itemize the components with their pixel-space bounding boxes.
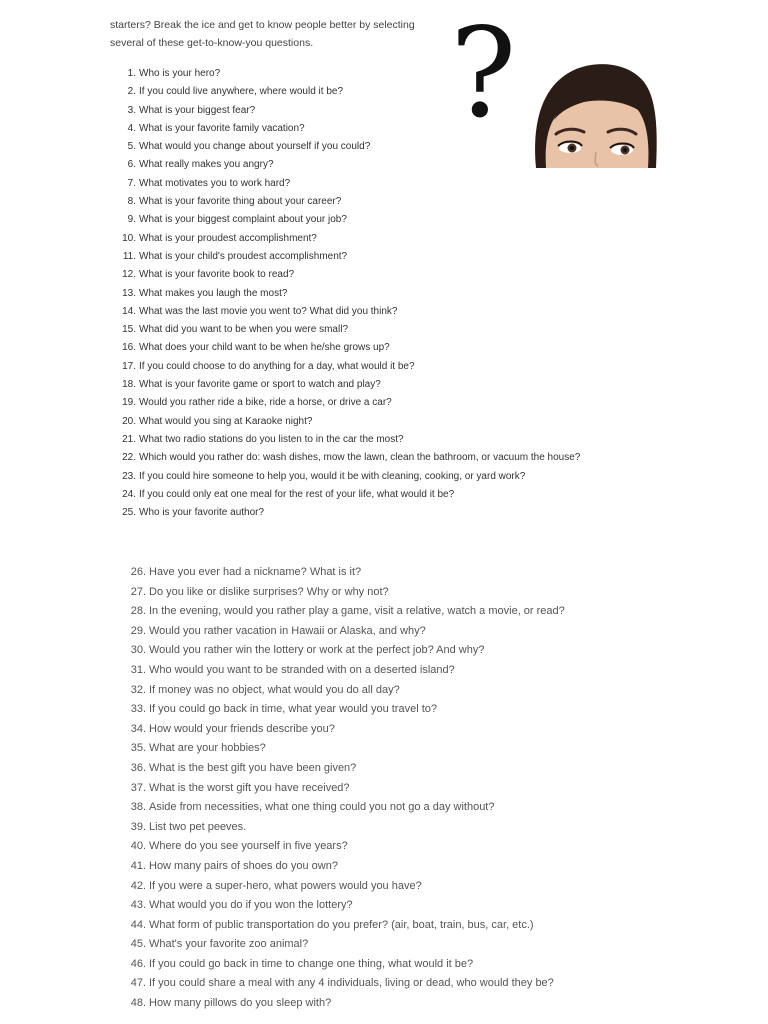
question-item <box>120 622 565 642</box>
question-item <box>120 661 565 681</box>
question-text: If you could choose to do anything for a day, what would it be? <box>139 360 415 372</box>
question-number: 19. <box>122 397 136 409</box>
question-number: 10. <box>122 232 136 244</box>
intro-paragraph <box>110 16 440 52</box>
question-item <box>120 759 565 779</box>
question-number: 29. <box>130 624 146 637</box>
question-text: Who is your hero? <box>139 68 221 79</box>
question-number: 45. <box>130 938 146 951</box>
question-item <box>120 583 565 603</box>
question-item <box>110 394 580 412</box>
question-number: 11. <box>122 250 136 262</box>
question-item <box>110 504 580 522</box>
question-text: What does your child want to be when he/she grows up? <box>139 342 390 354</box>
question-text: Who would you want to be stranded with on a deserted island? <box>149 663 455 676</box>
question-text: How many pillows do you sleep with? <box>149 997 332 1010</box>
question-text: What would you change about yourself if you could? <box>139 141 371 153</box>
question-text: What is your favorite book to read? <box>139 269 295 281</box>
question-number: 33. <box>130 703 146 716</box>
question-text: If you could go back in time to change one thing, what would it be? <box>149 957 474 970</box>
question-number: 5. <box>127 141 136 153</box>
question-number: 12. <box>122 269 136 281</box>
question-text: List two pet peeves. <box>149 820 247 833</box>
question-text: What really makes you angry? <box>139 159 274 171</box>
question-text: What are your hobbies? <box>149 742 266 755</box>
question-number: 25. <box>122 507 136 519</box>
question-text: If you were a super-hero, what powers would you have? <box>149 879 422 892</box>
question-item <box>120 837 565 857</box>
question-number: 48. <box>130 997 146 1010</box>
question-number: 44. <box>130 918 146 931</box>
question-item <box>110 339 580 357</box>
question-number: 8. <box>127 196 136 208</box>
question-number: 20. <box>122 415 136 427</box>
question-number: 36. <box>130 761 146 774</box>
question-text: Aside from necessities, what one thing could you not go a day without? <box>149 801 495 814</box>
question-text: If you could hire someone to help you, would it be with cleaning, cooking, or yard work? <box>139 470 526 482</box>
question-text: Would you rather vacation in Hawaii or Alaska, and why? <box>149 624 426 637</box>
questions-list-part1 <box>110 65 580 522</box>
question-item <box>110 266 580 284</box>
question-number: 38. <box>130 801 146 814</box>
question-number: 6. <box>127 159 136 171</box>
question-item <box>110 431 580 449</box>
question-number: 21. <box>122 433 136 445</box>
question-text: What form of public transportation do you prefer? (air, boat, train, bus, car, etc.) <box>149 918 534 931</box>
question-item <box>120 563 565 583</box>
question-number: 23. <box>122 470 136 482</box>
question-item <box>110 102 580 120</box>
question-text: If you could only eat one meal for the rest of your life, what would it be? <box>139 488 455 500</box>
question-text: How would your friends describe you? <box>149 722 335 735</box>
question-item <box>110 193 580 211</box>
question-item <box>120 681 565 701</box>
question-number: 22. <box>122 452 136 464</box>
question-item <box>110 211 580 229</box>
question-number: 2. <box>127 86 136 98</box>
question-text: Do you like or dislike surprises? Why or why not? <box>149 585 389 598</box>
question-item <box>110 358 580 376</box>
question-number: 24. <box>122 488 136 500</box>
question-text: What's your favorite zoo animal? <box>149 938 309 951</box>
question-item <box>120 916 565 936</box>
question-item <box>110 230 580 248</box>
question-text: Would you rather ride a bike, ride a horse, or drive a car? <box>139 397 392 409</box>
question-number: 15. <box>122 324 136 336</box>
question-item <box>120 818 565 838</box>
intro-line: starters? Break the ice and get to know people better by selecting <box>110 19 415 31</box>
question-item <box>110 285 580 303</box>
question-item <box>120 935 565 955</box>
question-number: 9. <box>127 214 136 226</box>
question-text: If you could live anywhere, where would it be? <box>139 86 344 98</box>
question-number: 46. <box>130 957 146 970</box>
question-number: 32. <box>130 683 146 696</box>
question-number: 13. <box>122 287 136 299</box>
question-number: 18. <box>122 379 136 391</box>
question-text: Which would you rather do: wash dishes, mow the lawn, clean the bathroom, or vacuum the house? <box>139 452 581 464</box>
question-number: 41. <box>130 859 146 872</box>
question-number: 39. <box>130 820 146 833</box>
question-text: Would you rather win the lottery or work at the perfect job? And why? <box>149 644 485 657</box>
page-bottom-edge <box>0 1014 768 1024</box>
question-text: What would you do if you won the lottery? <box>149 899 353 912</box>
question-item <box>110 468 580 486</box>
question-number: 35. <box>130 742 146 755</box>
question-number: 4. <box>127 122 136 134</box>
question-item <box>120 720 565 740</box>
intro-line: several of these get-to-know-you questions. <box>110 37 314 49</box>
question-number: 27. <box>130 585 146 598</box>
question-item <box>120 994 565 1014</box>
question-text: What was the last movie you went to? What did you think? <box>139 305 398 317</box>
question-item <box>110 248 580 266</box>
question-number: 34. <box>130 722 146 735</box>
question-item <box>120 857 565 877</box>
question-number: 16. <box>122 342 136 354</box>
question-item <box>120 877 565 897</box>
question-text: What motivates you to work hard? <box>139 177 291 189</box>
question-number: 30. <box>130 644 146 657</box>
question-text: What two radio stations do you listen to in the car the most? <box>139 433 404 445</box>
question-number: 37. <box>130 781 146 794</box>
question-text: What is your biggest fear? <box>139 104 256 116</box>
question-item <box>120 955 565 975</box>
question-number: 28. <box>130 605 146 618</box>
question-text: What did you want to be when you were small? <box>139 324 348 336</box>
questions-list-part2 <box>120 563 565 1014</box>
question-text: What is the best gift you have been given? <box>149 761 357 774</box>
question-text: Where do you see yourself in five years? <box>149 840 348 853</box>
question-text: What is your favorite game or sport to watch and play? <box>139 379 381 391</box>
question-text: If you could go back in time, what year would you travel to? <box>149 703 437 716</box>
question-item <box>120 700 565 720</box>
question-number: 17. <box>122 360 136 372</box>
question-number: 43. <box>130 899 146 912</box>
question-text: Have you ever had a nickname? What is it? <box>149 566 362 578</box>
question-item <box>110 413 580 431</box>
question-item <box>110 83 580 101</box>
question-item <box>120 974 565 994</box>
question-item <box>110 156 580 174</box>
question-number: 1. <box>127 68 136 79</box>
question-number: 26. <box>130 566 146 578</box>
question-text: What is your biggest complaint about your job? <box>139 214 347 226</box>
question-text: If money was no object, what would you do all day? <box>149 683 400 696</box>
question-mark-graphic: ? <box>450 2 517 146</box>
question-item <box>110 303 580 321</box>
question-text: What is your favorite thing about your career? <box>139 196 342 208</box>
question-text: How many pairs of shoes do you own? <box>149 859 338 872</box>
question-item <box>120 641 565 661</box>
question-item <box>120 739 565 759</box>
question-number: 14. <box>122 305 136 317</box>
question-item <box>110 449 580 467</box>
question-item <box>110 175 580 193</box>
question-item <box>110 65 580 83</box>
question-text: What is your favorite family vacation? <box>139 122 305 134</box>
question-text: What is the worst gift you have received? <box>149 781 350 794</box>
question-item <box>120 602 565 622</box>
question-text: Who is your favorite author? <box>139 507 265 519</box>
question-text: What is your proudest accomplishment? <box>139 232 317 244</box>
question-item <box>120 798 565 818</box>
question-number: 3. <box>127 104 136 116</box>
question-item <box>110 486 580 504</box>
question-text: What would you sing at Karaoke night? <box>139 415 313 427</box>
question-item <box>110 321 580 339</box>
question-number: 31. <box>130 663 146 676</box>
question-text: What is your child's proudest accomplishment? <box>139 250 348 262</box>
question-text: If you could share a meal with any 4 individuals, living or dead, who would they be? <box>149 977 554 990</box>
question-item <box>120 779 565 799</box>
question-item <box>110 138 580 156</box>
question-item <box>110 376 580 394</box>
question-number: 7. <box>127 177 136 189</box>
question-text: In the evening, would you rather play a game, visit a relative, watch a movie, or read? <box>149 605 565 618</box>
question-number: 42. <box>130 879 146 892</box>
question-item <box>120 896 565 916</box>
question-number: 47. <box>130 977 146 990</box>
question-item <box>110 120 580 138</box>
question-number: 40. <box>130 840 146 853</box>
question-text: What makes you laugh the most? <box>139 287 288 299</box>
